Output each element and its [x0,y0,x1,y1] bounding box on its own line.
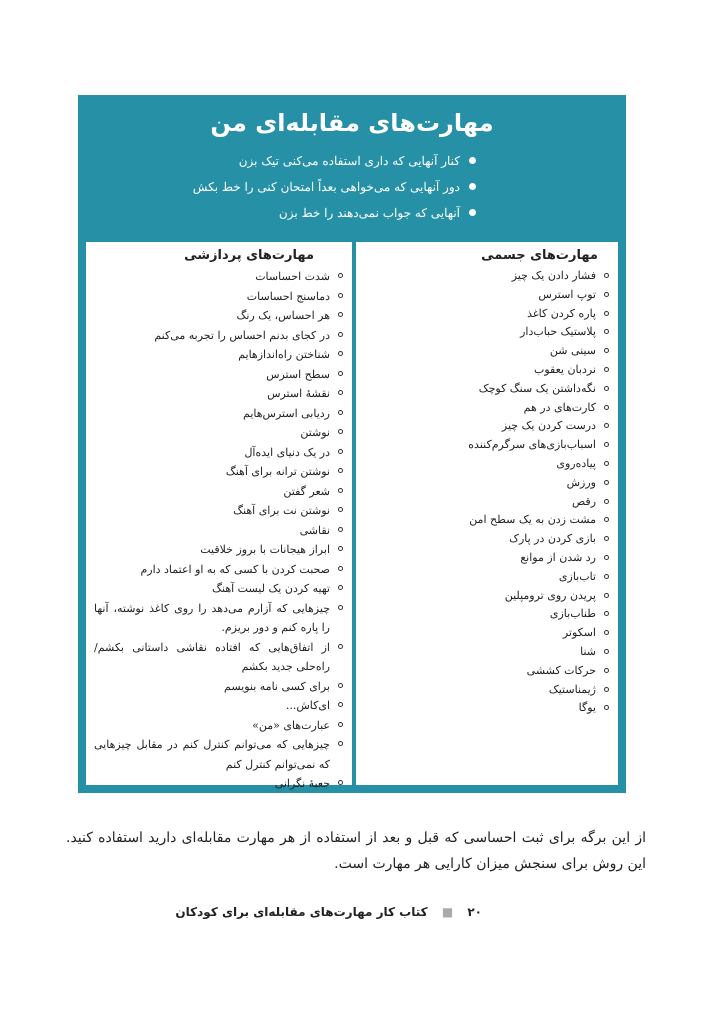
skill-item[interactable] [94,521,344,541]
checkbox-circle-icon[interactable] [604,329,609,334]
skill-label: تهیه کردن یک لیست آهنگ [212,582,330,595]
skill-label: عبارت‌های «من» [252,718,330,732]
skill-label: دماسنج احساسات [246,289,330,303]
skill-item[interactable] [364,493,610,512]
checkbox-circle-icon[interactable] [338,293,343,298]
skill-label: اسکوتر [562,626,596,640]
checkbox-circle-icon[interactable] [338,780,343,785]
physical-skills-list [364,267,610,718]
skill-item[interactable] [364,286,610,305]
book-title: کتاب کار مهارت‌های مقابله‌ای برای کودکان [175,905,428,919]
checkbox-circle-icon[interactable] [604,593,609,598]
skill-label: پاره کردن کاغذ [527,306,596,320]
skill-label: درست کردن یک چیز [501,419,596,433]
skill-label: سطح استرس [266,367,330,381]
skill-label: نردبان یعقوب [534,362,596,376]
footnote-text: از این برگه برای ثبت احساسی که قبل و بعد از استفاده از هر مهارت مقابله‌ای دارید استفاده کنید. این روش برای سنجش میزان کارایی هر مهارت است. [66,830,646,872]
checkbox-circle-icon[interactable] [338,371,343,376]
skill-item[interactable] [94,638,344,677]
checkbox-circle-icon[interactable] [338,273,343,278]
instruction-item: آنهایی که جواب نمی‌دهند را خط بزن [146,200,476,226]
checkbox-circle-icon[interactable] [338,566,343,571]
skill-item[interactable] [364,380,610,399]
skill-label: کارت‌های در هم [523,400,596,414]
instruction-item: کنار آنهایی که داری استفاده می‌کنی تیک بزن [146,148,476,174]
checkbox-circle-icon[interactable] [338,468,343,473]
checkbox-circle-icon[interactable] [338,507,343,512]
skill-item[interactable] [364,624,610,643]
checkbox-circle-icon[interactable] [604,705,609,710]
checkbox-circle-icon[interactable] [604,311,609,316]
skill-label: شناختن راه‌اندازهایم [238,348,330,361]
skill-item[interactable] [94,540,344,560]
skill-item[interactable] [94,774,344,794]
skill-item[interactable] [94,404,344,424]
skill-item[interactable] [364,587,610,606]
skill-item[interactable] [364,662,610,681]
skill-item[interactable] [364,267,610,286]
separator-icon: ■ [441,905,454,919]
skill-label: مشت زدن به یک سطح امن [469,513,596,527]
skill-label: ای‌کاش... [285,699,330,712]
checkbox-circle-icon[interactable] [604,611,609,616]
checkbox-circle-icon[interactable] [604,499,609,504]
skill-label: شدت احساسات [255,270,330,283]
checkbox-circle-icon[interactable] [338,312,343,317]
bullet-icon [469,157,476,164]
checkbox-circle-icon[interactable] [338,449,343,454]
checkbox-circle-icon[interactable] [604,367,609,372]
checkbox-circle-icon[interactable] [338,488,343,493]
skill-item[interactable] [94,345,344,365]
checkbox-circle-icon[interactable] [604,480,609,485]
skill-label: طناب‌بازی [549,607,596,621]
skill-label: شعر گفتن [283,484,330,498]
skill-item[interactable] [364,643,610,662]
skill-item[interactable] [94,716,344,736]
skill-label: توپ استرس [538,287,596,301]
skill-label: برای کسی نامه بنویسم [224,679,330,693]
skill-item[interactable] [364,568,610,587]
skill-item[interactable] [364,474,610,493]
skill-label: رقص [571,494,596,508]
skill-item[interactable] [94,306,344,326]
processing-skills-list [94,267,344,794]
checkbox-circle-icon[interactable] [604,292,609,297]
physical-skills-heading: مهارت‌های جسمی [481,248,598,263]
skill-label: از اتفاق‌هایی که افتاده نقاشی داستانی بکشم/ راه‌حلی جدید بکشم [94,640,330,673]
checkbox-circle-icon[interactable] [338,644,343,649]
checkbox-circle-icon[interactable] [604,423,609,428]
skill-label: پریدن روی ترومپلین [504,588,596,602]
checkbox-circle-icon[interactable] [604,630,609,635]
skill-item[interactable] [94,579,344,599]
checkbox-circle-icon[interactable] [604,348,609,353]
checkbox-circle-icon[interactable] [604,555,609,560]
page-number: ۲۰ [467,905,482,919]
checkbox-circle-icon[interactable] [604,668,609,673]
skill-label: در یک دنیای ایده‌آل [244,445,330,459]
checkbox-circle-icon[interactable] [338,390,343,395]
skill-label: اسباب‌بازی‌های سرگرم‌کننده [468,438,596,452]
card-title: مهارت‌های مقابله‌ای من [210,109,494,137]
coping-skills-card [78,95,626,793]
instructions-list [146,148,476,226]
skill-item[interactable] [364,361,610,380]
skill-item[interactable] [364,417,610,436]
skill-item[interactable] [94,599,344,638]
skill-item[interactable] [94,384,344,404]
skill-item[interactable] [94,560,344,580]
skill-item[interactable] [94,735,344,774]
skill-item[interactable] [94,677,344,697]
checkbox-circle-icon[interactable] [338,332,343,337]
skill-item[interactable] [364,530,610,549]
skill-label: پیاده‌روی [556,456,596,470]
checkbox-circle-icon[interactable] [338,741,343,746]
skill-label: نگه‌داشتن یک سنگ کوچک [478,381,596,395]
skill-label: نقاشی [299,523,330,537]
skill-item[interactable] [364,699,610,718]
skill-label: نقشهٔ استرس [267,387,330,400]
skill-label: ورزش [566,475,596,489]
skill-item[interactable] [94,501,344,521]
checkbox-circle-icon[interactable] [604,405,609,410]
skill-label: سینی شن [549,344,596,358]
skill-item[interactable] [364,436,610,455]
skill-item[interactable] [94,287,344,307]
bullet-icon [469,209,476,216]
skill-label: رد شدن از موانع [520,550,596,564]
checkbox-circle-icon[interactable] [338,722,343,727]
skill-item[interactable] [94,365,344,385]
checkbox-circle-icon[interactable] [604,461,609,466]
skill-item[interactable] [364,342,610,361]
checkbox-circle-icon[interactable] [604,273,609,278]
skill-item[interactable] [364,305,610,324]
skill-item[interactable] [94,696,344,716]
skill-label: فشار دادن یک چیز [511,269,596,282]
skill-item[interactable] [94,423,344,443]
skill-item[interactable] [94,482,344,502]
checkbox-circle-icon[interactable] [338,546,343,551]
processing-skills-heading: مهارت‌های پردازشی [184,248,314,263]
skill-label: چیزهایی که آزارم می‌دهد را روی کاغذ نوشته، آنها را پاره کنم و دور بریزم. [94,601,330,634]
skill-item[interactable] [94,326,344,346]
skill-label: یوگا [578,701,596,715]
checkbox-circle-icon[interactable] [338,527,343,532]
skill-item[interactable] [364,549,610,568]
skill-label: ردیابی استرس‌هایم [243,406,330,420]
skill-item[interactable] [364,681,610,700]
checkbox-circle-icon[interactable] [338,410,343,415]
skill-label: هر احساس، یک رنگ [236,309,330,322]
checkbox-circle-icon[interactable] [338,351,343,356]
checkbox-circle-icon[interactable] [338,683,343,688]
checkbox-circle-icon[interactable] [338,585,343,590]
skill-item[interactable] [94,443,344,463]
skill-label: صحبت کردن با کسی که به او اعتماد دارم [140,562,330,576]
skill-label: جعبهٔ نگرانی [274,777,330,790]
skill-label: پلاستیک حباب‌دار [520,325,596,339]
checkbox-circle-icon[interactable] [604,442,609,447]
instruction-item: دور آنهایی که می‌خواهی بعداً امتحان کنی را خط بکش [146,174,476,200]
checkbox-circle-icon[interactable] [604,574,609,579]
skill-item[interactable] [364,323,610,342]
checkbox-circle-icon[interactable] [604,536,609,541]
processing-skills-column [86,242,352,790]
checkbox-circle-icon[interactable] [604,649,609,654]
checkbox-circle-icon[interactable] [604,517,609,522]
skill-label: چیزهایی که می‌توانم کنترل کنم در مقابل چیزهایی که نمی‌توانم کنترل کنم [94,738,330,771]
skill-item[interactable] [364,455,610,474]
skill-label: تاب‌بازی [558,569,596,583]
bullet-icon [469,183,476,190]
skill-label: بازی کردن در پارک [509,532,596,546]
skill-label: در کجای بدنم احساس را تجربه می‌کنم [154,328,330,342]
skill-item[interactable] [364,511,610,530]
checkbox-circle-icon[interactable] [338,702,343,707]
skill-item[interactable] [94,267,344,287]
skill-label: حرکات کششی [526,663,596,677]
skill-item[interactable] [94,462,344,482]
skill-label: نوشتن [300,426,330,439]
skill-item[interactable] [364,399,610,418]
checkbox-circle-icon[interactable] [604,386,609,391]
skill-item[interactable] [364,605,610,624]
skill-label: شنا [580,644,596,658]
checkbox-circle-icon[interactable] [338,605,343,610]
skill-label: ابراز هیجانات با بروز خلاقیت [200,543,330,556]
skill-label: ژیمناستیک [548,682,596,696]
skill-label: نوشتن نت برای آهنگ [233,504,330,517]
checkbox-circle-icon[interactable] [338,429,343,434]
skill-label: نوشتن ترانه برای آهنگ [225,465,330,478]
checkbox-circle-icon[interactable] [604,687,609,692]
physical-skills-column [356,242,618,785]
